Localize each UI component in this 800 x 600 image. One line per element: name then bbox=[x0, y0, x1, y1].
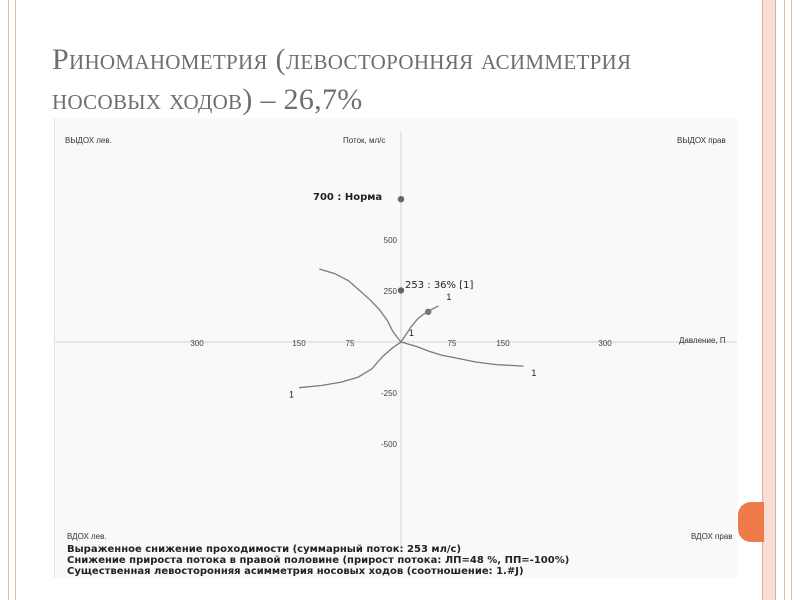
conclusion-text bbox=[67, 544, 569, 577]
x-tick-label: 75 bbox=[345, 339, 355, 348]
conclusion-line: Снижение прироста потока в правой половине (прирост потока: ЛП=48 %, ПП=-100%) bbox=[67, 555, 570, 566]
series-end-marker bbox=[425, 309, 431, 315]
series-line bbox=[299, 342, 401, 388]
rhinomanometry-scan bbox=[54, 118, 737, 578]
decorative-stripe-right-inner bbox=[784, 0, 792, 600]
y-tick-label: -500 bbox=[380, 440, 397, 449]
y-axis-label: Поток, мл/с bbox=[343, 136, 386, 145]
x-tick-label: 300 bbox=[598, 339, 612, 348]
x-tick-label: 150 bbox=[496, 339, 510, 348]
series-line bbox=[401, 306, 438, 342]
y-tick-label: 250 bbox=[383, 287, 397, 296]
conclusion-line: Существенная левосторонняя асимметрия носовых ходов (соотношение: 1.#J) bbox=[67, 566, 524, 577]
conclusion-line: Выраженное снижение проходимости (суммарный поток: 253 мл/с) bbox=[67, 544, 462, 555]
norm-point-label: 700 : Норма bbox=[313, 192, 383, 203]
corner-label-exhale-right: ВЫДОХ прав bbox=[677, 136, 726, 145]
decorative-stripe-right bbox=[762, 0, 776, 600]
slide-title: Риноманометрия (левосторонняя асимметрия носовых ходов) – 26,7% bbox=[52, 43, 632, 116]
x-tick-label: 300 bbox=[190, 339, 204, 348]
data-point bbox=[398, 196, 404, 202]
measured-point-label: 253 : 36% [1] bbox=[405, 280, 474, 291]
corner-label-exhale-left: ВЫДОХ лев. bbox=[65, 136, 112, 145]
y-tick-label: -250 bbox=[380, 389, 397, 398]
corner-label-inhale-left: ВДОХ лев. bbox=[67, 532, 107, 541]
series-label: 1 bbox=[446, 291, 452, 302]
decorative-orange-circle bbox=[738, 502, 764, 542]
x-tick-label: 150 bbox=[292, 339, 306, 348]
rhinomanometry-chart bbox=[55, 118, 737, 578]
y-tick-label: 500 bbox=[383, 236, 397, 245]
series-label: 1 bbox=[409, 328, 415, 338]
series-line bbox=[319, 269, 401, 342]
data-point bbox=[398, 287, 404, 293]
series-label: 1 bbox=[289, 389, 295, 400]
x-axis-label: Давление, П bbox=[679, 336, 726, 345]
corner-label-inhale-right: ВДОХ прав bbox=[691, 532, 733, 541]
x-tick-label: 75 bbox=[447, 339, 457, 348]
series-label: 1 bbox=[531, 368, 537, 379]
decorative-stripe-left bbox=[8, 0, 16, 600]
